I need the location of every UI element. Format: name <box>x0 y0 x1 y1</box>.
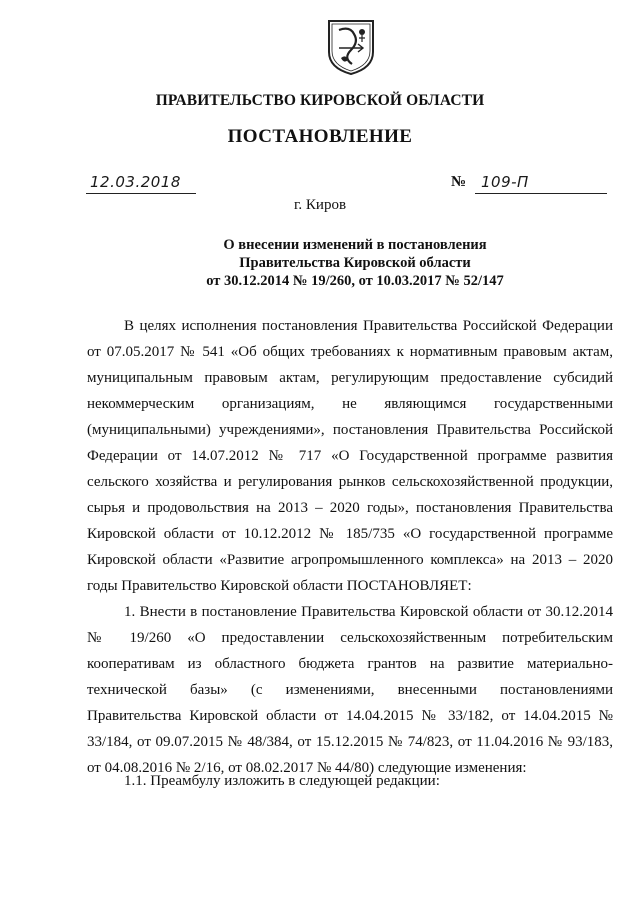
number-sign: № <box>451 174 467 190</box>
date-field <box>86 173 196 194</box>
title-line-2: Правительства Кировской области <box>239 255 471 271</box>
preamble-paragraph: В целях исполнения постановления Правительства Российской Федерации от 07.05.2017 № 541 «Об общих требованиях к нормативным правовым актам, муниципальным правовым актам, регулирующим предоставление субсидий некоммерческим организациям, не являющимся государственными (муниципальными) учреждениями», постановления Правительства Российской Федерации от 14.07.2012 № 717 «О Государственной программе развития сельского хозяйства и регулирования рынков сельскохозяйственной продукции, сырья и продовольствия на 2013 – 2020 годы», постановления Правительства Кировской области от 10.12.2012 № 185/735 «О государственной программе Кировской области «Развитие агропромышленного комплекса» на 2013 – 2020 годы Правительство Кировской области ПОСТАНОВЛЯЕТ: <box>87 318 613 594</box>
number-value: 109-П <box>481 173 529 191</box>
coat-of-arms-icon <box>326 18 376 76</box>
number-field <box>475 173 607 194</box>
title-line-3: от 30.12.2014 № 19/260, от 10.03.2017 № 52/147 <box>206 273 504 289</box>
item-1-1-paragraph: 1.1. Преамбулу изложить в следующей редакции: <box>124 773 440 789</box>
item-1-paragraph: 1. Внести в постановление Правительства Кировской области от 30.12.2014 № 19/260 «О предоставлении сельскохозяйственным потребительским кооперативам из областного бюджета грантов на развитие материально-технической базы» (с изменениями, внесенными постановлениями Правительства Кировской области от 14.04.2015 № 33/182, от 14.04.2015 № 33/184, от 09.07.2015 № 48/384, от 15.12.2015 № 74/823, от 11.04.2016 № 93/183, от 04.08.2016 № 2/16, от 08.02.2017 № 44/80) следующие изменения: <box>87 604 613 776</box>
title-line-1: О внесении изменений в постановления <box>223 237 487 253</box>
date-value: 12.03.2018 <box>90 173 181 191</box>
document-body <box>87 313 613 781</box>
document-type: ПОСТАНОВЛЕНИЕ <box>227 126 413 147</box>
authority-name: ПРАВИТЕЛЬСТВО КИРОВСКОЙ ОБЛАСТИ <box>155 92 485 109</box>
city-label: г. Киров <box>293 197 347 213</box>
document-title <box>120 236 590 290</box>
